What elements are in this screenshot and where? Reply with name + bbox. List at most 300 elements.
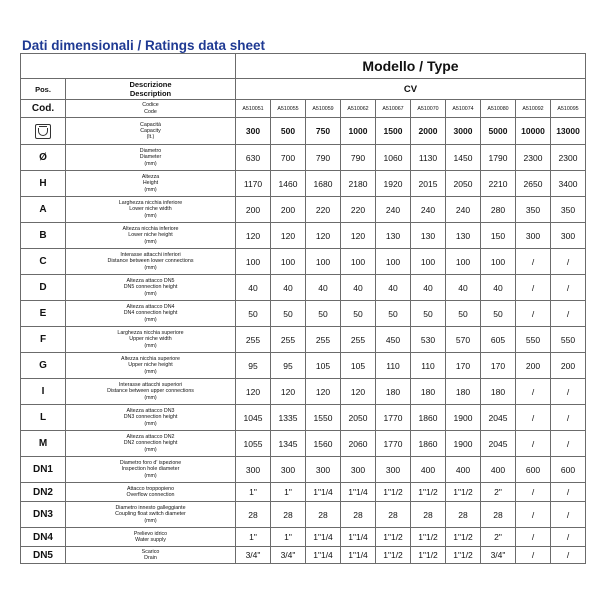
table-row (21, 118, 586, 145)
value-cell: 5000 (481, 118, 516, 145)
value-cell: 1"1/2 (411, 547, 446, 564)
value-cell: 550 (516, 327, 551, 353)
value-cell: 1900 (446, 431, 481, 457)
description-cell (66, 457, 236, 483)
blank-corner (21, 54, 236, 79)
value-cell: 1500 (376, 118, 411, 145)
pos-cell: F (21, 327, 66, 353)
value-cell: 40 (271, 275, 306, 301)
value-cell: 1680 (306, 171, 341, 197)
value-cell: 1" (236, 483, 271, 502)
value-cell: 50 (236, 301, 271, 327)
value-cell: 50 (446, 301, 481, 327)
value-cell: 450 (376, 327, 411, 353)
description-cell (66, 379, 236, 405)
model-type-header: Modello / Type (236, 54, 586, 79)
description-cell (66, 145, 236, 171)
value-cell: 120 (271, 379, 306, 405)
value-cell: / (551, 547, 586, 564)
value-cell: 790 (306, 145, 341, 171)
value-cell: 120 (271, 223, 306, 249)
value-cell: 400 (446, 457, 481, 483)
code-cell: A510059 (306, 100, 341, 118)
value-cell: 220 (306, 197, 341, 223)
value-cell: / (516, 301, 551, 327)
description-line: Drain (144, 555, 157, 561)
description-line: (mm) (144, 472, 157, 479)
table-row (21, 275, 586, 301)
description-line: Altezza nicchia superiore (121, 356, 180, 363)
table-row (21, 301, 586, 327)
value-cell: 530 (411, 327, 446, 353)
description-line: Diametro (139, 148, 162, 155)
value-cell: / (516, 547, 551, 564)
value-cell: 1"1/2 (446, 528, 481, 547)
value-cell: 3/4" (271, 547, 306, 564)
value-cell: 300 (516, 223, 551, 249)
value-cell: 2300 (516, 145, 551, 171)
description-cell (66, 301, 236, 327)
description-line: Lower niche height (128, 232, 173, 239)
description-cell (66, 431, 236, 457)
value-cell: / (516, 528, 551, 547)
pos-cell: DN2 (21, 483, 66, 502)
value-cell: 3000 (446, 118, 481, 145)
value-cell: 40 (376, 275, 411, 301)
description-line: (mm) (144, 517, 157, 524)
description-line: Capacità (140, 121, 161, 128)
value-cell: 630 (236, 145, 271, 171)
value-cell: 130 (446, 223, 481, 249)
value-cell: 50 (376, 301, 411, 327)
description-line: Capacity (140, 127, 161, 134)
value-cell: 1"1/2 (446, 547, 481, 564)
description-line: Upper niche height (128, 362, 173, 369)
value-cell: 220 (341, 197, 376, 223)
value-cell: 50 (341, 301, 376, 327)
value-cell: 790 (341, 145, 376, 171)
description-cell (66, 118, 236, 145)
value-cell: / (516, 249, 551, 275)
value-cell: / (516, 405, 551, 431)
value-cell: 100 (411, 249, 446, 275)
table-row (21, 353, 586, 379)
code-cell: A510055 (271, 100, 306, 118)
description-line: (mm) (144, 160, 157, 167)
value-cell: 40 (236, 275, 271, 301)
value-cell: 120 (306, 223, 341, 249)
value-cell: 2015 (411, 171, 446, 197)
value-cell: 1"1/4 (306, 547, 341, 564)
value-cell: 100 (271, 249, 306, 275)
value-cell: 1130 (411, 145, 446, 171)
value-cell: 1900 (446, 405, 481, 431)
value-cell: 28 (306, 502, 341, 528)
value-cell: 2045 (481, 405, 516, 431)
pos-cell: I (21, 379, 66, 405)
description-line: Coupling float switch diameter (115, 511, 186, 518)
value-cell: 120 (236, 223, 271, 249)
code-cell: A510080 (481, 100, 516, 118)
value-cell: 1" (236, 528, 271, 547)
value-cell: / (551, 502, 586, 528)
value-cell: 300 (341, 457, 376, 483)
value-cell: 95 (236, 353, 271, 379)
page-title: Dati dimensionali / Ratings data sheet (22, 38, 266, 53)
description-cell (66, 353, 236, 379)
value-cell: 255 (306, 327, 341, 353)
value-cell: 28 (446, 502, 481, 528)
value-cell: 105 (341, 353, 376, 379)
value-cell: 100 (306, 249, 341, 275)
value-cell: 1770 (376, 431, 411, 457)
value-cell: 1860 (411, 431, 446, 457)
pos-cell: B (21, 223, 66, 249)
value-cell: 255 (236, 327, 271, 353)
value-cell: 50 (306, 301, 341, 327)
description-line: Diameter (139, 154, 162, 161)
value-cell: 280 (481, 197, 516, 223)
description-line: (mm) (144, 342, 157, 349)
description-line: Altezza attacco DN3 (126, 408, 175, 415)
pos-cell: DN1 (21, 457, 66, 483)
value-cell: / (516, 483, 551, 502)
value-cell: 200 (551, 353, 586, 379)
pos-cell: M (21, 431, 66, 457)
value-cell: 150 (481, 223, 516, 249)
value-cell: 300 (551, 223, 586, 249)
value-cell: 1"1/4 (341, 528, 376, 547)
value-cell: 180 (411, 379, 446, 405)
description-line: Altezza nicchia inferiore (122, 226, 179, 233)
value-cell: / (551, 431, 586, 457)
description-line: Prelievo idrico (133, 530, 168, 537)
value-cell: 28 (481, 502, 516, 528)
description-line: Larghezza nicchia inferiore (118, 200, 183, 207)
value-cell: 300 (236, 457, 271, 483)
value-cell: / (516, 275, 551, 301)
value-cell: 1460 (271, 171, 306, 197)
description-line: Lower niche width (129, 206, 172, 213)
value-cell: 200 (236, 197, 271, 223)
description-cell (66, 275, 236, 301)
value-cell: 2050 (446, 171, 481, 197)
value-cell: 1"1/4 (306, 528, 341, 547)
value-cell: 200 (271, 197, 306, 223)
table-row (21, 405, 586, 431)
value-cell: / (516, 502, 551, 528)
value-cell: 750 (306, 118, 341, 145)
value-cell: 1060 (376, 145, 411, 171)
code-cell: A510051 (236, 100, 271, 118)
value-cell: 130 (411, 223, 446, 249)
value-cell: 2180 (341, 171, 376, 197)
value-cell: 1790 (481, 145, 516, 171)
pos-cell: E (21, 301, 66, 327)
value-cell: 1335 (271, 405, 306, 431)
description-cell (66, 528, 236, 547)
description-line: DN3 connection height (123, 414, 178, 421)
table-row (21, 431, 586, 457)
description-line: (mm) (144, 446, 157, 453)
description-cell (66, 171, 236, 197)
value-cell: 550 (551, 327, 586, 353)
description-line: (mm) (144, 238, 157, 245)
description-cell (66, 249, 236, 275)
value-cell: 105 (306, 353, 341, 379)
pos-cell: Ø (21, 145, 66, 171)
ratings-table (20, 53, 586, 564)
value-cell: 180 (376, 379, 411, 405)
pos-cell: DN4 (21, 528, 66, 547)
value-cell: 255 (341, 327, 376, 353)
description-cell (66, 483, 236, 502)
value-cell: 28 (411, 502, 446, 528)
pos-cell: D (21, 275, 66, 301)
value-cell: / (551, 528, 586, 547)
value-cell: 1"1/2 (411, 483, 446, 502)
value-cell: 605 (481, 327, 516, 353)
value-cell: 40 (446, 275, 481, 301)
value-cell: 400 (411, 457, 446, 483)
value-cell: 1" (271, 528, 306, 547)
value-cell: 2050 (341, 405, 376, 431)
value-cell: / (551, 483, 586, 502)
value-cell: 40 (411, 275, 446, 301)
value-cell: 1"1/4 (341, 547, 376, 564)
value-cell: 28 (341, 502, 376, 528)
table-row (21, 379, 586, 405)
description-header-en: Description (129, 89, 172, 98)
description-line: (mm) (144, 290, 157, 297)
value-cell: 180 (481, 379, 516, 405)
value-cell: 1" (271, 483, 306, 502)
code-description-en: Code (144, 108, 157, 115)
value-cell: 2300 (551, 145, 586, 171)
description-line: Diametro innesto galleggiante (115, 505, 186, 512)
value-cell: 28 (271, 502, 306, 528)
value-cell: 240 (376, 197, 411, 223)
value-cell: 40 (306, 275, 341, 301)
value-cell: 300 (271, 457, 306, 483)
table-row (21, 528, 586, 547)
value-cell: 1"1/2 (376, 528, 411, 547)
value-cell: 1"1/2 (411, 528, 446, 547)
value-cell: 50 (411, 301, 446, 327)
description-line: DN5 connection height (123, 284, 178, 291)
code-cell: A510074 (446, 100, 481, 118)
description-line: (mm) (144, 316, 157, 323)
value-cell: 3/4" (236, 547, 271, 564)
value-cell: 28 (236, 502, 271, 528)
value-cell: 2045 (481, 431, 516, 457)
description-line: (lt.) (146, 134, 155, 141)
value-cell: 100 (236, 249, 271, 275)
value-cell: 570 (446, 327, 481, 353)
description-line: Diametro foro d' ispezione (119, 460, 182, 467)
code-description (66, 100, 236, 118)
description-line: (mm) (144, 264, 157, 271)
table-row (21, 249, 586, 275)
value-cell: / (551, 275, 586, 301)
table-row (21, 547, 586, 564)
description-line: Attacco troppopieno (126, 485, 175, 492)
pos-cell (21, 118, 66, 145)
table-row (21, 197, 586, 223)
description-cell (66, 405, 236, 431)
value-cell: 600 (551, 457, 586, 483)
description-line: Distance between lower connections (107, 258, 194, 265)
value-cell: 400 (481, 457, 516, 483)
description-line: Interasse attacchi inferiori (120, 252, 181, 259)
value-cell: 50 (271, 301, 306, 327)
value-cell: 180 (446, 379, 481, 405)
value-cell: 350 (551, 197, 586, 223)
description-line: DN2 connection height (123, 440, 178, 447)
column-header-row (21, 79, 586, 100)
value-cell: 40 (481, 275, 516, 301)
value-cell: 100 (376, 249, 411, 275)
value-cell: 2" (481, 483, 516, 502)
value-cell: 1045 (236, 405, 271, 431)
value-cell: 100 (341, 249, 376, 275)
description-header-it: Descrizione (129, 80, 172, 89)
value-cell: 240 (411, 197, 446, 223)
description-cell (66, 327, 236, 353)
cod-label: Cod. (21, 100, 66, 118)
description-line: Scarico (141, 548, 160, 555)
code-description-it: Codice (142, 102, 159, 109)
value-cell: 50 (481, 301, 516, 327)
table-row (21, 457, 586, 483)
pos-cell: DN5 (21, 547, 66, 564)
value-cell: 1770 (376, 405, 411, 431)
value-cell: 300 (236, 118, 271, 145)
value-cell: 40 (341, 275, 376, 301)
table-row (21, 502, 586, 528)
description-line: Larghezza nicchia superiore (117, 330, 184, 337)
value-cell: / (551, 405, 586, 431)
value-cell: 300 (306, 457, 341, 483)
table-row (21, 327, 586, 353)
code-cell: A510067 (376, 100, 411, 118)
value-cell: 110 (411, 353, 446, 379)
value-cell: 3400 (551, 171, 586, 197)
value-cell: 1550 (306, 405, 341, 431)
pos-cell: H (21, 171, 66, 197)
cv-header: CV (236, 79, 586, 100)
value-cell: 120 (306, 379, 341, 405)
description-line: Height (142, 180, 159, 187)
description-cell (66, 547, 236, 564)
value-cell: / (516, 379, 551, 405)
description-line: (mm) (144, 420, 157, 427)
description-cell (66, 502, 236, 528)
description-header (66, 79, 236, 100)
value-cell: 170 (446, 353, 481, 379)
pos-cell: G (21, 353, 66, 379)
table-row (21, 223, 586, 249)
value-cell: 1345 (271, 431, 306, 457)
value-cell: 120 (341, 223, 376, 249)
value-cell: 1"1/2 (376, 547, 411, 564)
description-line: (mm) (144, 212, 157, 219)
description-line: Distance between upper connections (107, 388, 194, 395)
description-line: DN4 connection height (123, 310, 178, 317)
tank-capacity-icon (35, 124, 51, 139)
description-line: (mm) (144, 368, 157, 375)
code-row (21, 100, 586, 118)
code-cell: A510070 (411, 100, 446, 118)
value-cell: 1"1/4 (341, 483, 376, 502)
model-header-row (21, 54, 586, 79)
value-cell: 95 (271, 353, 306, 379)
value-cell: 1170 (236, 171, 271, 197)
description-line: Water supply (135, 537, 166, 543)
value-cell: 1450 (446, 145, 481, 171)
value-cell: 200 (516, 353, 551, 379)
value-cell: 3/4" (481, 547, 516, 564)
description-cell (66, 197, 236, 223)
value-cell: 2060 (341, 431, 376, 457)
description-line: Altezza attacco DN5 (126, 278, 175, 285)
code-cell: A510095 (551, 100, 586, 118)
value-cell: 255 (271, 327, 306, 353)
table-row (21, 171, 586, 197)
value-cell: 1"1/2 (376, 483, 411, 502)
pos-cell: DN3 (21, 502, 66, 528)
value-cell: 1920 (376, 171, 411, 197)
description-line: Upper niche width (129, 336, 172, 343)
value-cell: 2650 (516, 171, 551, 197)
code-cell: A510062 (341, 100, 376, 118)
value-cell: 2000 (411, 118, 446, 145)
value-cell: 1560 (306, 431, 341, 457)
value-cell: 170 (481, 353, 516, 379)
value-cell: 300 (376, 457, 411, 483)
value-cell: 500 (271, 118, 306, 145)
description-cell (66, 223, 236, 249)
value-cell: 240 (446, 197, 481, 223)
value-cell: 10000 (516, 118, 551, 145)
value-cell: 28 (376, 502, 411, 528)
value-cell: 1860 (411, 405, 446, 431)
table-row (21, 483, 586, 502)
value-cell: 120 (341, 379, 376, 405)
code-cell: A510092 (516, 100, 551, 118)
value-cell: 2" (481, 528, 516, 547)
description-line: (mm) (144, 394, 157, 401)
value-cell: 110 (376, 353, 411, 379)
description-line: Overflow connection (126, 492, 175, 498)
description-line: Altezza attacco DN4 (126, 304, 175, 311)
value-cell: 13000 (551, 118, 586, 145)
description-line: Interasse attacchi superiori (118, 382, 183, 389)
value-cell: / (551, 379, 586, 405)
pos-cell: L (21, 405, 66, 431)
value-cell: 2210 (481, 171, 516, 197)
description-line: Altezza attacco DN2 (126, 434, 175, 441)
pos-cell: C (21, 249, 66, 275)
value-cell: 1"1/4 (306, 483, 341, 502)
value-cell: 130 (376, 223, 411, 249)
description-line: Altezza (141, 174, 160, 181)
value-cell: 1055 (236, 431, 271, 457)
description-line: (mm) (144, 186, 157, 193)
value-cell: 1000 (341, 118, 376, 145)
pos-header: Pos. (21, 79, 66, 100)
pos-cell: A (21, 197, 66, 223)
